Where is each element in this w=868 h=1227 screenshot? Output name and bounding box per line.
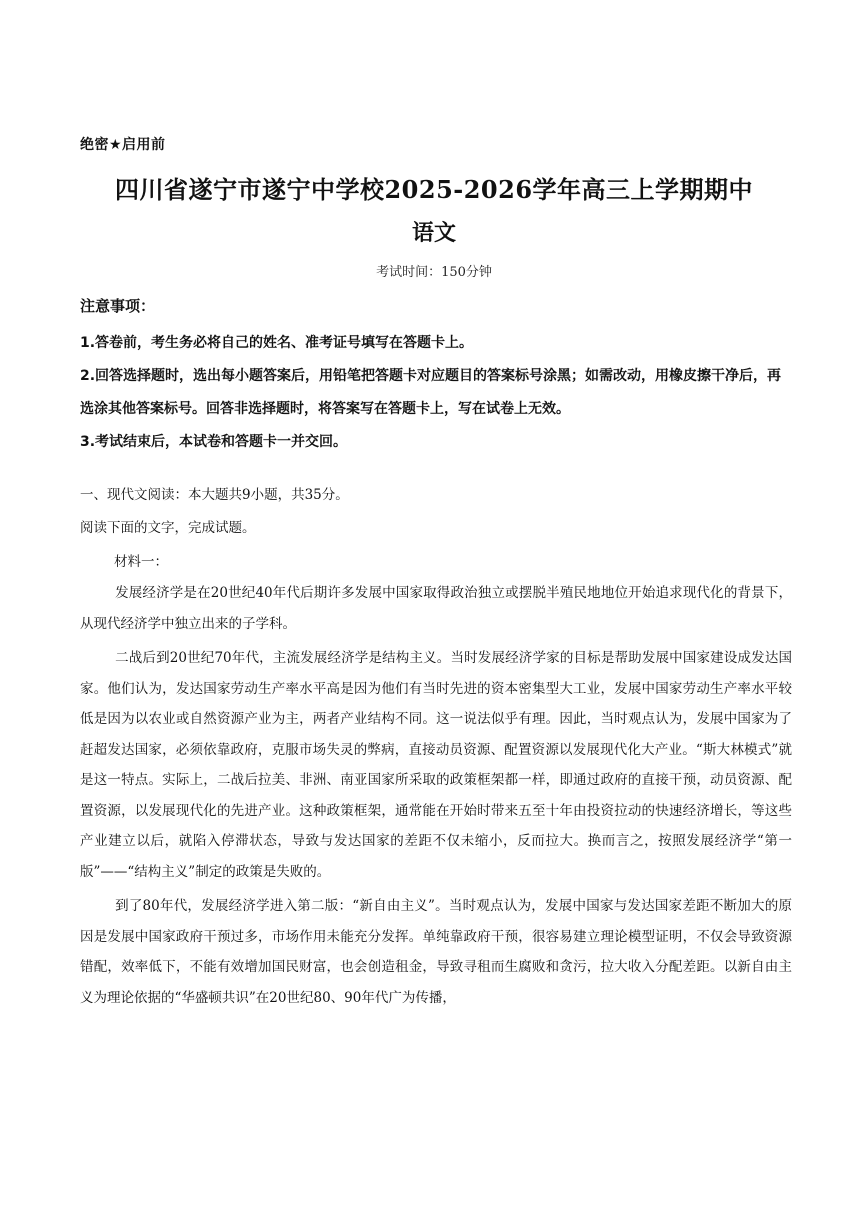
- paragraph-3: 到了80年代，发展经济学进入第二版：“新自由主义”。当时观点认为，发展中国家与发达国家差距不断加大的原因是发展中国家政府干预过多，市场作用未能充分发挥。单纯靠政府干预，很容易建立理论模型证明，不仅会导致资源错配，效率低下，不能有效增加国民财富，也会创造租金，导致寻租而生腐败和贪污，拉大收入分配差距。以新自由主义为理论依据的“华盛顿共识”在20世纪80、90年代广为传播，: [80, 898, 792, 1006]
- material-label: 材料一：: [114, 554, 168, 570]
- section-heading: 一、现代文阅读：本大题共9小题，共35分。: [80, 487, 349, 503]
- notice-list: [80, 327, 792, 459]
- subject-title: 语文: [411, 221, 456, 246]
- exam-duration: 考试时间：150分钟: [376, 265, 492, 280]
- notice-item-1: 1.答卷前，考生务必将自己的姓名、准考证号填写在答题卡上。: [80, 335, 474, 351]
- paragraph-2: 二战后到20世纪70年代，主流发展经济学是结构主义。当时发展经济学家的目标是帮助发展中国家建设成发达国家。他们认为，发达国家劳动生产率水平高是因为他们有当时先进的资本密集型大工业，发展中国家劳动生产率水平较低是因为以农业或自然资源产业为主，两者产业结构不同。这一说法似乎有理。因此，当时观点认为，发展中国家为了赶超发达国家，必须依靠政府，克服市场失灵的弊病，直接动员资源、配置资源以发展现代化大产业。“斯大林模式”就是这一特点。实际上，二战后拉美、非洲、南亚国家所采取的政策框架都一样，即通过政府的直接干预，动员资源、配置资源，以发展现代化的先进产业。这种政策框架，通常能在开始时带来五至十年由投资拉动的快速经济增长，等这些产业建立以后，就陷入停滞状态，导致与发达国家的差距不仅未缩小，反而拉大。换而言之，按照发展经济学“第一版”——“结构主义”制定的政策是失败的。: [80, 650, 792, 880]
- notice-item-2: 2.回答选择题时，选出每小题答案后，用铅笔把答题卡对应题目的答案标号涂黑；如需改动，用橡皮擦干净后，再选涂其他答案标号。回答非选择题时，将答案写在答题卡上，写在试卷上无效。: [80, 368, 782, 417]
- notice-item-3: 3.考试结束后，本试卷和答题卡一并交回。: [80, 434, 348, 450]
- reading-instruction: 阅读下面的文字，完成试题。: [80, 520, 256, 536]
- paragraph-1: 发展经济学是在20世纪40年代后期许多发展中国家取得政治独立或摆脱半殖民地地位开始追求现代化的背景下，从现代经济学中独立出来的子学科。: [80, 585, 792, 632]
- confidential-label: 绝密★启用前: [80, 137, 166, 153]
- notice-heading: 注意事项：: [80, 297, 156, 315]
- exam-title: 四川省遂宁市遂宁中学校2025-2026学年高三上学期期中: [114, 175, 754, 204]
- material-body: [80, 578, 792, 1017]
